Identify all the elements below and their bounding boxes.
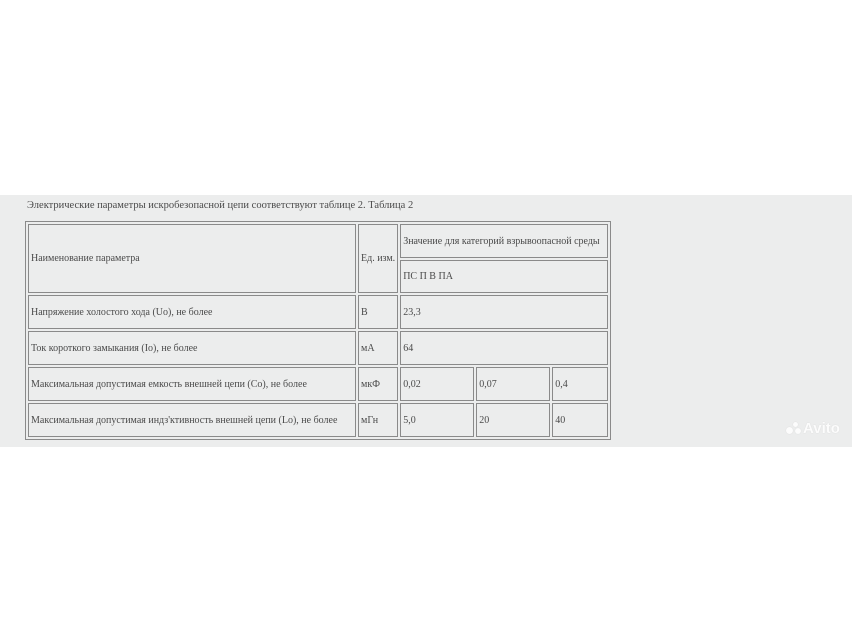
row-unit-cell: В <box>358 295 398 329</box>
header-name-cell: Наименование параметра <box>28 224 356 293</box>
row-name-cell: Максимальная допустимая индз'ктивность внешней цепи (Lo), не более <box>28 403 356 437</box>
row-value-cell: 0,02 <box>400 367 474 401</box>
table-caption: Электрические параметры искробезопасной цепи соответствуют таблице 2. Таблица 2 <box>27 200 414 211</box>
table-row <box>28 331 608 365</box>
header-categories-cell: ПС П В ПА <box>400 260 608 293</box>
watermark-text: Avito <box>803 420 840 437</box>
row-unit-cell: мГн <box>358 403 398 437</box>
row-unit-cell: мкФ <box>358 367 398 401</box>
table-row <box>28 403 608 437</box>
table-row <box>28 295 608 329</box>
avito-watermark <box>786 420 840 437</box>
row-value-cell: 23,3 <box>400 295 608 329</box>
row-value-cell: 40 <box>552 403 608 437</box>
row-value-cell: 64 <box>400 331 608 365</box>
row-value-cell: 0,4 <box>552 367 608 401</box>
avito-logo-icon <box>786 422 802 434</box>
table-header-row <box>28 224 608 258</box>
table-row <box>28 367 608 401</box>
parameters-table <box>25 221 611 440</box>
row-value-cell: 20 <box>476 403 550 437</box>
header-unit-cell: Ед. изм. <box>358 224 398 293</box>
row-value-cell: 5,0 <box>400 403 474 437</box>
row-value-cell: 0,07 <box>476 367 550 401</box>
row-name-cell: Ток короткого замыкания (Io), не более <box>28 331 356 365</box>
row-unit-cell: мА <box>358 331 398 365</box>
row-name-cell: Напряжение холостого хода (Uo), не более <box>28 295 356 329</box>
row-name-cell: Максимальная допустимая емкость внешней цепи (Со), не более <box>28 367 356 401</box>
header-value-cell: Значение для категорий взрывоопасной среды <box>400 224 608 258</box>
